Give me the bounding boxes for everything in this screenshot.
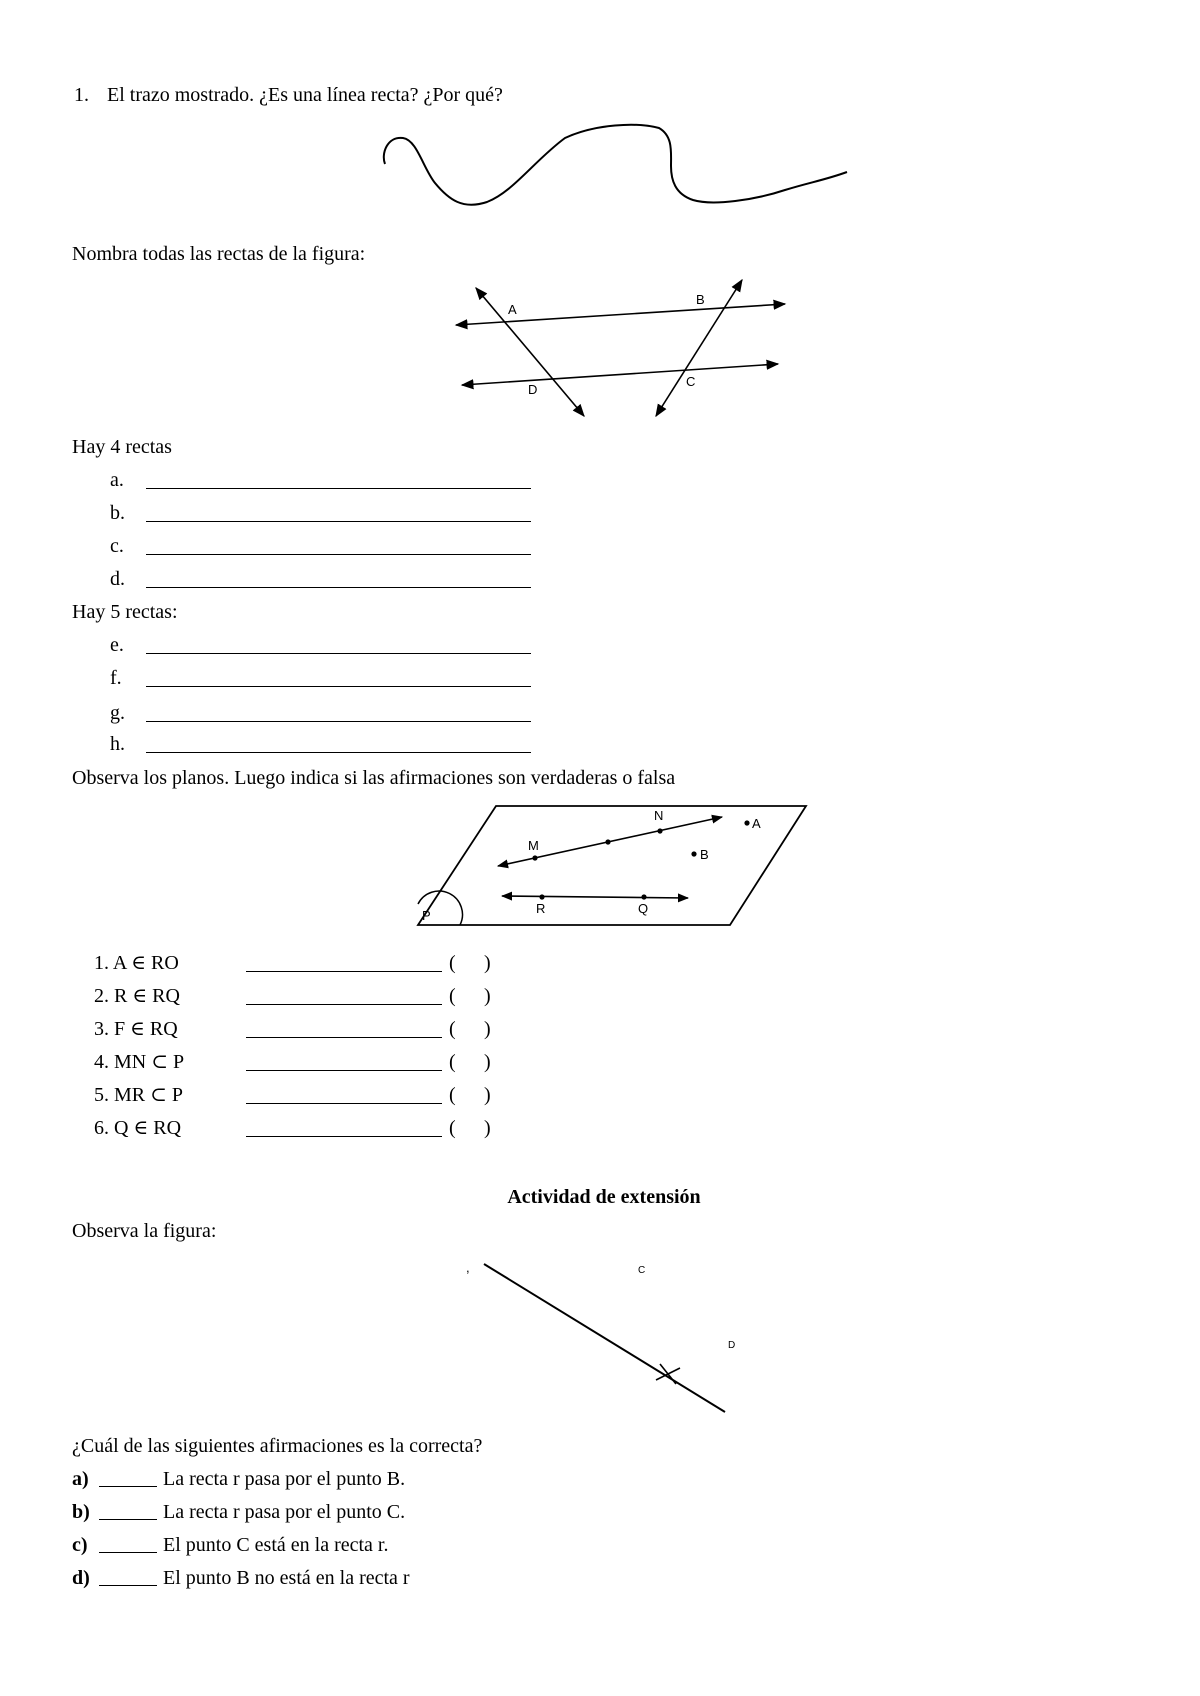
option-text: La recta r pasa por el punto B. — [163, 1468, 406, 1490]
answer-line[interactable] — [146, 521, 531, 522]
paren-open: ( — [449, 985, 456, 1007]
option-blank[interactable] — [99, 1519, 157, 1520]
paren-open: ( — [449, 1051, 456, 1073]
option-text: El punto B no está en la recta r — [163, 1567, 410, 1589]
answer-line[interactable] — [146, 653, 531, 654]
paren-close: ) — [484, 985, 491, 1007]
option-blank[interactable] — [99, 1585, 157, 1586]
option-blank[interactable] — [99, 1552, 157, 1553]
point-label-n: N — [654, 808, 664, 823]
wavy-curve-figure — [375, 118, 855, 218]
answer-line[interactable] — [246, 1037, 442, 1038]
line-r — [484, 1264, 725, 1412]
statement-text: 1. A ∈ RO — [94, 952, 179, 974]
paren-close: ) — [484, 1018, 491, 1040]
extension-observe: Observa la figura: — [72, 1220, 217, 1242]
point-label-c: C — [686, 374, 696, 389]
statement-text: 5. MR ⊂ P — [94, 1084, 184, 1106]
statement-text: 6. Q ∈ RQ — [94, 1117, 182, 1139]
list-item-label: c. — [110, 535, 124, 557]
line-r-figure — [460, 1250, 750, 1422]
option-letter: a) — [72, 1468, 89, 1490]
point-label-m: M — [528, 838, 539, 853]
question-1-text: El trazo mostrado. ¿Es una línea recta? ¿Por qué? — [107, 84, 503, 106]
point-label-a: A — [508, 302, 517, 317]
statement-text: 2. R ∈ RQ — [94, 985, 180, 1007]
point-label-r: R — [536, 901, 546, 916]
paren-open: ( — [449, 952, 456, 974]
answer-line[interactable] — [146, 554, 531, 555]
list-item-label: h. — [110, 733, 125, 755]
planes-instructions: Observa los planos. Luego indica si las afirmaciones son verdaderas o falsa — [72, 767, 676, 789]
question-2-text: Nombra todas las rectas de la figura: — [72, 243, 366, 265]
answer-line[interactable] — [146, 721, 531, 722]
answer-line[interactable] — [146, 587, 531, 588]
answer-line[interactable] — [246, 1103, 442, 1104]
line-dc — [462, 364, 778, 385]
question-1-number: 1. — [74, 84, 89, 106]
point-label-c: C — [638, 1265, 646, 1276]
answer-line[interactable] — [246, 1070, 442, 1071]
point-label-b: B — [700, 847, 709, 862]
statement-text: 4. MN ⊂ P — [94, 1051, 185, 1073]
paren-open: ( — [449, 1117, 456, 1139]
paren-close: ) — [484, 952, 491, 974]
point-label-d: D — [528, 382, 538, 397]
extension-title: Actividad de extensión — [507, 1186, 701, 1208]
plane-figure — [410, 800, 810, 932]
answer-line[interactable] — [246, 1136, 442, 1137]
extension-question: ¿Cuál de las siguientes afirmaciones es la correcta? — [72, 1435, 483, 1457]
statement-text: 3. F ∈ RQ — [94, 1018, 178, 1040]
option-blank[interactable] — [99, 1486, 157, 1487]
plane-label-p: P — [422, 908, 431, 923]
paren-open: ( — [449, 1084, 456, 1106]
option-letter: b) — [72, 1501, 90, 1523]
paren-close: ) — [484, 1084, 491, 1106]
point-label-q: Q — [638, 901, 649, 916]
paren-open: ( — [449, 1018, 456, 1040]
group-1-heading: Hay 4 rectas — [72, 436, 172, 458]
point-label-b: B — [696, 292, 705, 307]
answer-line[interactable] — [246, 971, 442, 972]
answer-line[interactable] — [246, 1004, 442, 1005]
line-rq — [502, 896, 688, 898]
list-item-label: b. — [110, 502, 125, 524]
group-2-heading: Hay 5 rectas: — [72, 601, 178, 623]
list-item-label: g. — [110, 702, 125, 724]
answer-line[interactable] — [146, 752, 531, 753]
point-label-a: A — [752, 816, 761, 831]
lines-figure — [440, 270, 800, 430]
list-item-label: f. — [110, 667, 122, 689]
answer-line[interactable] — [146, 488, 531, 489]
paren-close: ) — [484, 1051, 491, 1073]
point-label-d: D — [728, 1340, 736, 1351]
option-letter: c) — [72, 1534, 88, 1556]
option-text: El punto C está en la recta r. — [163, 1534, 389, 1556]
paren-close: ) — [484, 1117, 491, 1139]
option-letter: d) — [72, 1567, 90, 1589]
list-item-label: d. — [110, 568, 125, 590]
answer-line[interactable] — [146, 686, 531, 687]
list-item-label: e. — [110, 634, 124, 656]
option-text: La recta r pasa por el punto C. — [163, 1501, 406, 1523]
list-item-label: a. — [110, 469, 124, 491]
point-label-tick: , — [466, 1260, 470, 1275]
